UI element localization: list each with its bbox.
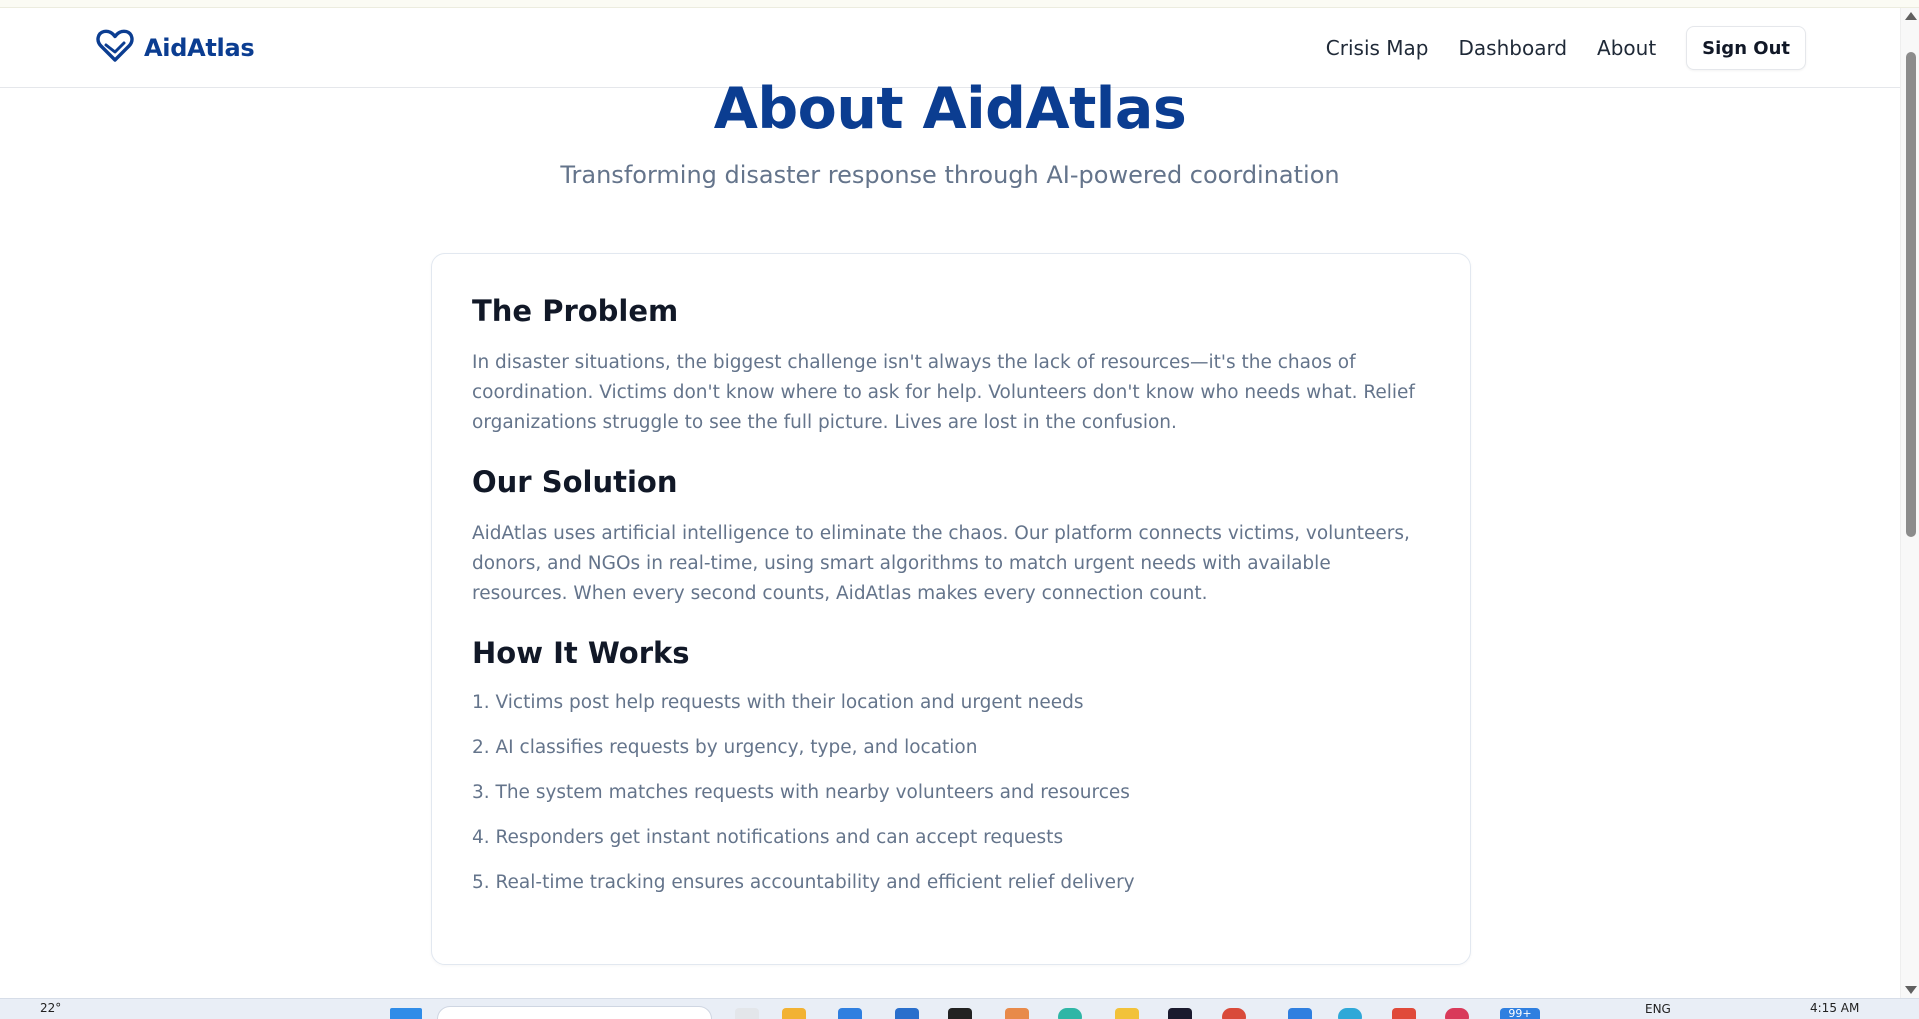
nav-links: [1296, 26, 1806, 70]
sign-out-button[interactable]: Sign Out: [1686, 26, 1806, 70]
browser-top-strip: [0, 0, 1919, 8]
nav-link-about[interactable]: About: [1597, 36, 1657, 60]
steps-list: [472, 688, 1430, 898]
step-item: 4. Responders get instant notifications and can accept requests: [472, 827, 1064, 848]
step-item: 1. Victims post help requests with their location and urgent needs: [472, 692, 1084, 713]
taskbar-app-icon[interactable]: [1338, 1008, 1362, 1019]
problem-text: In disaster situations, the biggest challenge isn't always the lack of resources—it's the chaos of coordination. Victims don't know where to ask for help. Volunteers don't know who needs what. Relief organizations struggle to see the full picture. Lives are lost in the confusion.: [472, 352, 1415, 433]
scroll-thumb[interactable]: [1906, 52, 1916, 537]
page-title: About AidAtlas: [713, 76, 1187, 142]
nav-link-crisis-map[interactable]: Crisis Map: [1325, 36, 1429, 60]
vertical-scrollbar[interactable]: [1900, 8, 1919, 998]
step-item: 2. AI classifies requests by urgency, type, and location: [472, 737, 978, 758]
taskbar-app-icon[interactable]: [1005, 1008, 1029, 1019]
heart-map-icon: [96, 28, 134, 68]
taskbar-app-icon[interactable]: [1115, 1008, 1139, 1019]
brand-name: AidAtlas: [144, 34, 255, 62]
taskbar-app-icon[interactable]: [735, 1008, 759, 1019]
scroll-up-arrow-icon[interactable]: [1905, 12, 1917, 20]
page-subtitle: Transforming disaster response through AI-powered coordination: [560, 161, 1340, 189]
taskbar-app-icon[interactable]: [1445, 1008, 1469, 1019]
notification-badge[interactable]: 99+: [1500, 1008, 1540, 1019]
step-item: 3. The system matches requests with nearby volunteers and resources: [472, 782, 1130, 803]
taskbar-app-icon[interactable]: [1168, 1008, 1192, 1019]
taskbar-app-icon[interactable]: [838, 1008, 862, 1019]
nav-link-dashboard[interactable]: Dashboard: [1458, 36, 1568, 60]
solution-heading: Our Solution: [472, 465, 678, 499]
chrome-icon[interactable]: [1222, 1008, 1246, 1019]
taskbar-app-icon[interactable]: [1058, 1008, 1082, 1019]
taskbar-app-icon[interactable]: [1288, 1008, 1312, 1019]
about-card: [431, 253, 1471, 965]
os-taskbar: [0, 998, 1919, 1019]
folder-icon[interactable]: [782, 1008, 806, 1019]
problem-heading: The Problem: [472, 294, 679, 328]
taskbar-language[interactable]: ENG: [1645, 1002, 1671, 1016]
taskbar-weather[interactable]: 22°: [40, 1001, 62, 1015]
taskbar-clock[interactable]: 4:15 AM: [1810, 1001, 1860, 1015]
brand-logo-link[interactable]: [96, 26, 254, 70]
step-item: 5. Real-time tracking ensures accountability and efficient relief delivery: [472, 872, 1135, 893]
windows-start-icon[interactable]: [390, 1008, 422, 1019]
taskbar-app-icon[interactable]: [1392, 1008, 1416, 1019]
solution-text: AidAtlas uses artificial intelligence to eliminate the chaos. Our platform connects victims, volunteers, donors, and NGOs in real-time, using smart algorithms to match urgent needs with available resources. When every second counts, AidAtlas makes every connection count.: [472, 523, 1410, 604]
taskbar-app-icon[interactable]: [948, 1008, 972, 1019]
taskbar-app-icon[interactable]: [895, 1008, 919, 1019]
how-it-works-heading: How It Works: [472, 636, 690, 670]
scroll-down-arrow-icon[interactable]: [1905, 986, 1917, 994]
taskbar-search-box[interactable]: [437, 1006, 712, 1019]
